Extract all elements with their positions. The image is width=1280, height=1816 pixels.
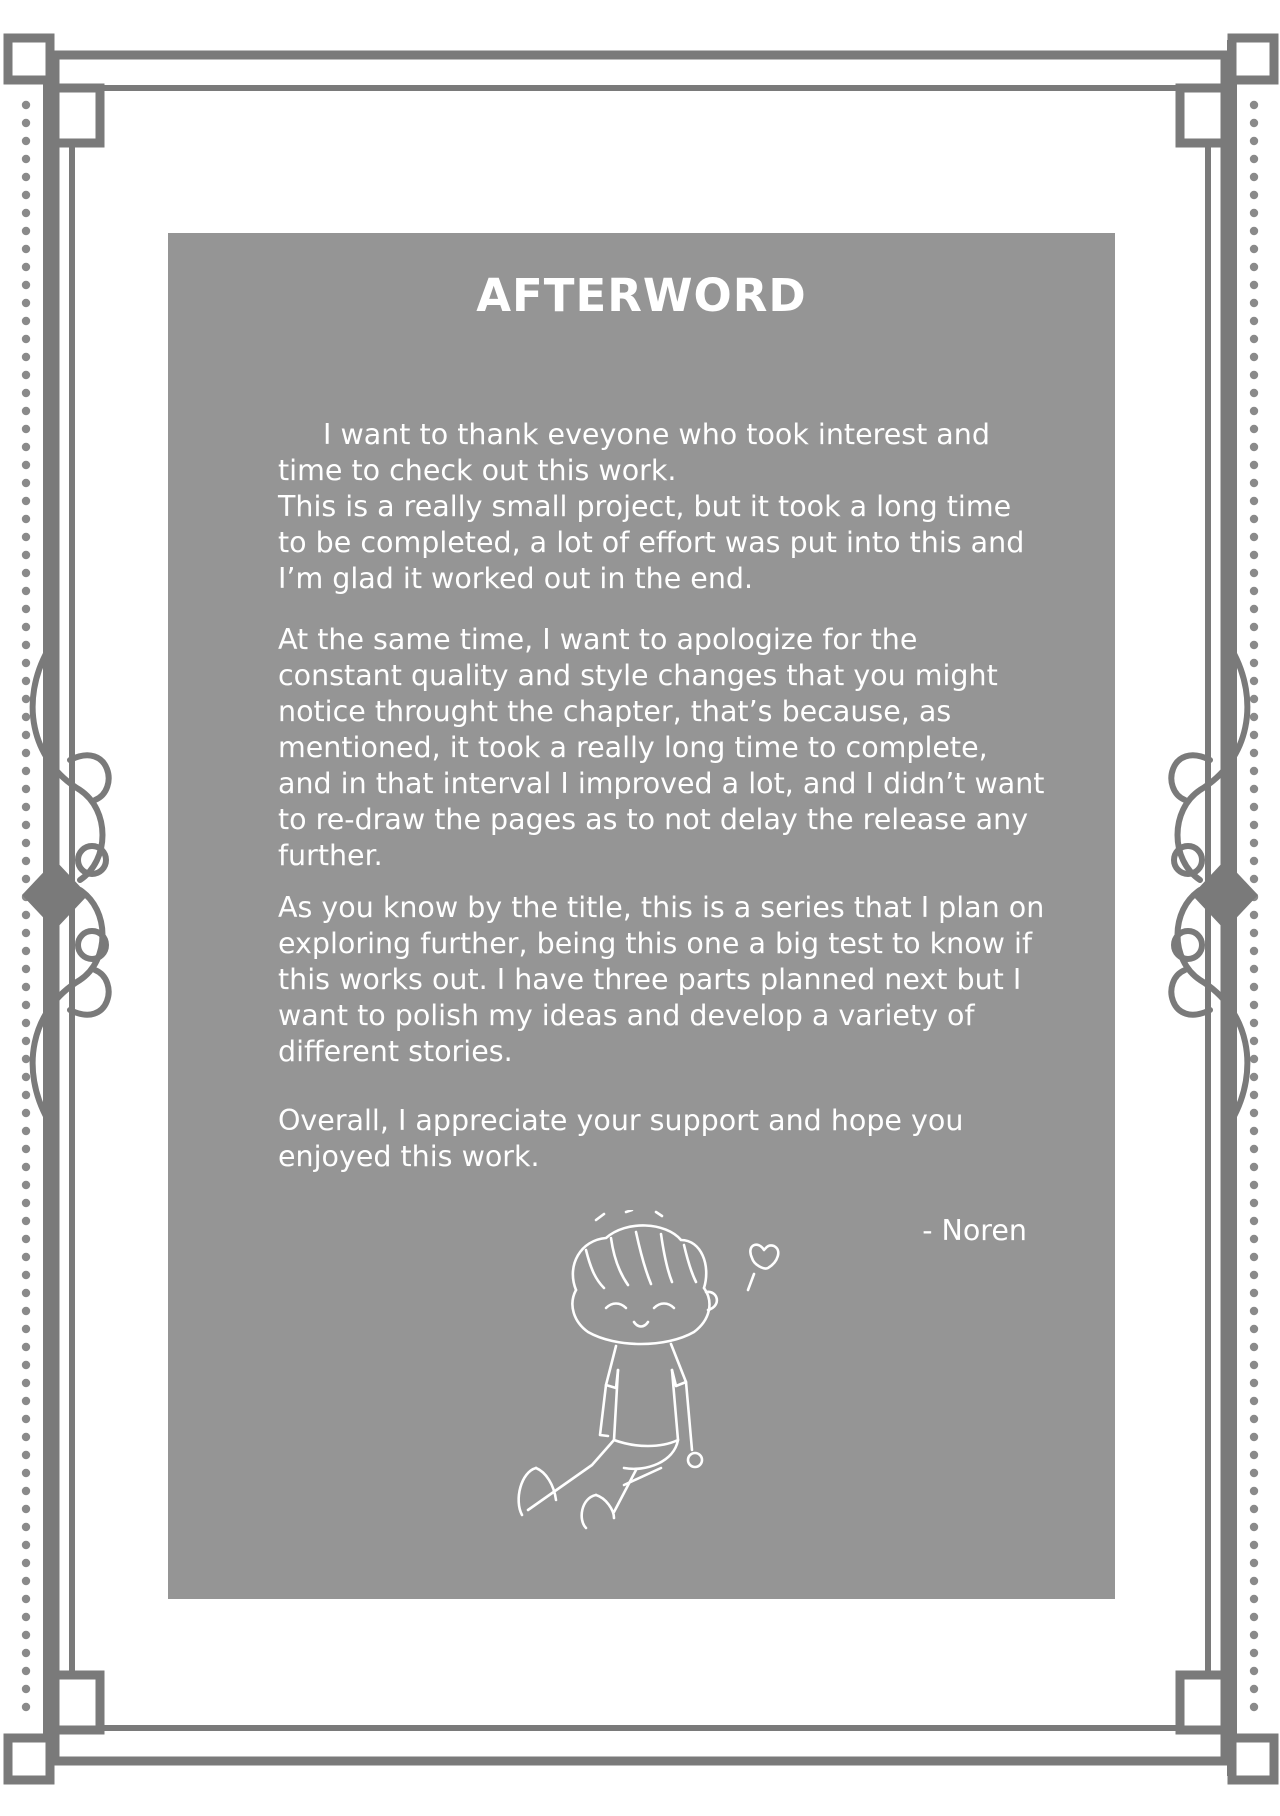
border-dot <box>22 1379 30 1387</box>
border-dot <box>1250 803 1258 811</box>
border-dot <box>22 1451 30 1459</box>
border-dot <box>1250 263 1258 271</box>
border-dot <box>1250 947 1258 955</box>
border-dot <box>1250 965 1258 973</box>
border-dot <box>1250 1523 1258 1531</box>
border-dot <box>1250 353 1258 361</box>
border-dot <box>1250 389 1258 397</box>
border-dot <box>22 1217 30 1225</box>
paragraph-apology: At the same time, I want to apologize for the constant quality and style changes that you might notice throught the chapter, that’s because, as mentioned, it took a really long time to complete, and in that interval I improved a lot, and I didn’t want to re-draw the pages as to not delay the release any further. <box>278 623 1045 872</box>
border-dot <box>1250 1163 1258 1171</box>
border-dot <box>22 1505 30 1513</box>
border-dot <box>1250 1217 1258 1225</box>
border-dot <box>1250 1703 1258 1711</box>
border-dot <box>22 1037 30 1045</box>
border-dot <box>1250 1253 1258 1261</box>
paragraph-series: As you know by the title, this is a series that I plan on exploring further, being this one a big test to know if this works out. I have three parts planned next but I want to polish my ideas and develop a variety of different stories. <box>278 891 1045 1068</box>
border-dot <box>1250 623 1258 631</box>
border-dot <box>22 1361 30 1369</box>
border-dot <box>1250 1325 1258 1333</box>
border-dot <box>22 119 30 127</box>
border-dot <box>22 875 30 883</box>
border-dot <box>1250 713 1258 721</box>
border-dot <box>22 1127 30 1135</box>
border-dot <box>22 785 30 793</box>
border-dot <box>1250 1271 1258 1279</box>
border-dot <box>1250 1685 1258 1693</box>
border-dot <box>1250 767 1258 775</box>
border-dot <box>22 1235 30 1243</box>
border-dot <box>1250 515 1258 523</box>
border-dot <box>1250 1487 1258 1495</box>
border-dot <box>1250 1019 1258 1027</box>
border-dot <box>1250 1577 1258 1585</box>
border-dot <box>1250 1469 1258 1477</box>
border-dot <box>1250 479 1258 487</box>
border-dot <box>22 677 30 685</box>
border-dot <box>22 1487 30 1495</box>
border-dot <box>22 1577 30 1585</box>
border-dot <box>22 191 30 199</box>
border-dot <box>22 101 30 109</box>
border-dot <box>1250 299 1258 307</box>
border-dot <box>1250 191 1258 199</box>
chibi-figure-drawing <box>496 1210 816 1530</box>
border-dot <box>22 1271 30 1279</box>
border-dot <box>1250 1343 1258 1351</box>
corner-ornament-br <box>1232 1738 1274 1780</box>
border-dot <box>22 1289 30 1297</box>
border-dot <box>22 155 30 163</box>
border-dot <box>1250 407 1258 415</box>
border-dot <box>22 1199 30 1207</box>
border-dot <box>22 929 30 937</box>
afterword-panel <box>168 233 1115 1599</box>
border-dot <box>22 659 30 667</box>
border-dot <box>22 317 30 325</box>
border-dot <box>1250 1055 1258 1063</box>
heart-doodle <box>748 1245 778 1290</box>
border-dot <box>1250 317 1258 325</box>
border-dot <box>22 821 30 829</box>
border-dot <box>22 749 30 757</box>
border-dot <box>1250 1181 1258 1189</box>
border-dot <box>1250 983 1258 991</box>
border-dot <box>1250 209 1258 217</box>
border-dot <box>22 497 30 505</box>
border-dot <box>22 515 30 523</box>
border-dot <box>1250 1001 1258 1009</box>
border-dot <box>22 227 30 235</box>
border-dot <box>22 1109 30 1117</box>
border-dot <box>22 767 30 775</box>
border-dot <box>22 1253 30 1261</box>
border-dot <box>1250 1091 1258 1099</box>
border-dot <box>1250 1199 1258 1207</box>
border-dot <box>22 605 30 613</box>
border-dot <box>22 263 30 271</box>
border-dot <box>22 281 30 289</box>
border-dot <box>1250 137 1258 145</box>
border-dot <box>22 1523 30 1531</box>
border-dot <box>22 173 30 181</box>
border-dot <box>22 1343 30 1351</box>
border-dot <box>22 1415 30 1423</box>
border-dot <box>22 803 30 811</box>
border-dot <box>22 1649 30 1657</box>
border-dot <box>22 551 30 559</box>
border-dot <box>22 1055 30 1063</box>
border-dot <box>22 245 30 253</box>
border-dot <box>1250 533 1258 541</box>
border-dot <box>22 1091 30 1099</box>
border-dot <box>1250 587 1258 595</box>
border-dot <box>22 137 30 145</box>
corner-ornament-tr <box>1232 38 1274 80</box>
border-dot <box>1250 839 1258 847</box>
border-dot <box>22 1703 30 1711</box>
border-dot <box>1250 1667 1258 1675</box>
border-dot <box>22 1001 30 1009</box>
border-dot <box>1250 731 1258 739</box>
border-dot <box>22 533 30 541</box>
border-dot <box>1250 1037 1258 1045</box>
border-dot <box>22 1433 30 1441</box>
paragraph-thanks: I want to thank eveyone who took interest and time to check out this work. <box>278 418 990 487</box>
border-dot <box>1250 335 1258 343</box>
border-dot <box>1250 821 1258 829</box>
border-dot <box>22 1397 30 1405</box>
border-dot <box>22 1325 30 1333</box>
border-dot <box>1250 1109 1258 1117</box>
border-dot <box>1250 101 1258 109</box>
border-dot <box>1250 227 1258 235</box>
border-dot <box>1250 1397 1258 1405</box>
border-dot <box>22 389 30 397</box>
border-dot <box>1250 677 1258 685</box>
border-dot <box>22 1595 30 1603</box>
border-dot <box>22 623 30 631</box>
border-dot <box>1250 1289 1258 1297</box>
border-dot <box>22 695 30 703</box>
border-dot <box>1250 1145 1258 1153</box>
border-dot <box>22 1631 30 1639</box>
border-dot <box>1250 1559 1258 1567</box>
border-dot <box>22 1145 30 1153</box>
border-dot <box>22 1469 30 1477</box>
border-dot <box>1250 929 1258 937</box>
paragraph-closing: Overall, I appreciate your support and hope you enjoyed this work. <box>278 1104 964 1173</box>
border-dot <box>1250 443 1258 451</box>
border-dot <box>1250 119 1258 127</box>
border-dot <box>1250 857 1258 865</box>
corner-ornament-bl <box>8 1738 50 1780</box>
border-dot <box>1250 1433 1258 1441</box>
border-dot <box>22 731 30 739</box>
border-dot <box>1250 371 1258 379</box>
border-dot <box>1250 1361 1258 1369</box>
border-dot <box>1250 281 1258 289</box>
border-dot <box>22 839 30 847</box>
border-dot <box>1250 1505 1258 1513</box>
border-dot <box>1250 1451 1258 1459</box>
border-dot <box>22 1541 30 1549</box>
border-dot <box>1250 605 1258 613</box>
border-dot <box>22 911 30 919</box>
afterword-body <box>278 417 1048 1175</box>
border-dot <box>1250 1649 1258 1657</box>
border-dot <box>22 857 30 865</box>
border-dot <box>1250 641 1258 649</box>
border-dot <box>22 461 30 469</box>
border-dot <box>22 965 30 973</box>
border-dot <box>22 1685 30 1693</box>
border-dot <box>22 569 30 577</box>
border-dot <box>1250 911 1258 919</box>
border-dot <box>1250 785 1258 793</box>
border-dot <box>1250 1415 1258 1423</box>
border-dot <box>22 425 30 433</box>
page-title: AFTERWORD <box>476 269 807 322</box>
author-signature: - Noren <box>922 1214 1027 1247</box>
border-dot <box>1250 1613 1258 1621</box>
paragraph-project: This is a really small project, but it took a long time to be completed, a lot of effort was put into this and I’m glad it worked out in the end. <box>278 490 1025 595</box>
border-dot <box>1250 1595 1258 1603</box>
border-dot <box>1250 1631 1258 1639</box>
border-dot <box>22 983 30 991</box>
border-dot <box>1250 245 1258 253</box>
border-dot <box>1250 1073 1258 1081</box>
border-dot <box>1250 1235 1258 1243</box>
border-dot <box>22 1613 30 1621</box>
border-dot <box>1250 1127 1258 1135</box>
border-dot <box>22 443 30 451</box>
corner-ornament-tl <box>8 38 50 80</box>
border-dot <box>1250 497 1258 505</box>
border-dot <box>1250 1307 1258 1315</box>
border-dot <box>22 299 30 307</box>
border-dot <box>22 335 30 343</box>
border-dot <box>1250 875 1258 883</box>
border-dot <box>1250 569 1258 577</box>
border-dot <box>22 1559 30 1567</box>
border-dot <box>22 479 30 487</box>
border-dot <box>22 1019 30 1027</box>
border-dot <box>22 1181 30 1189</box>
border-dot <box>1250 155 1258 163</box>
border-dot <box>1250 1379 1258 1387</box>
border-dot <box>1250 695 1258 703</box>
border-dot <box>22 407 30 415</box>
border-dot <box>1250 749 1258 757</box>
border-dot <box>22 1667 30 1675</box>
border-dot <box>22 353 30 361</box>
border-dot <box>1250 461 1258 469</box>
border-dot <box>22 641 30 649</box>
border-dot <box>1250 551 1258 559</box>
border-dot <box>22 587 30 595</box>
border-dot <box>22 1073 30 1081</box>
border-dot <box>1250 659 1258 667</box>
border-dot <box>22 947 30 955</box>
border-dot <box>22 1163 30 1171</box>
border-dot <box>22 371 30 379</box>
border-dot <box>1250 1541 1258 1549</box>
border-dot <box>22 713 30 721</box>
border-dot <box>1250 425 1258 433</box>
border-dot <box>1250 173 1258 181</box>
border-dot <box>22 1307 30 1315</box>
border-dot <box>22 209 30 217</box>
